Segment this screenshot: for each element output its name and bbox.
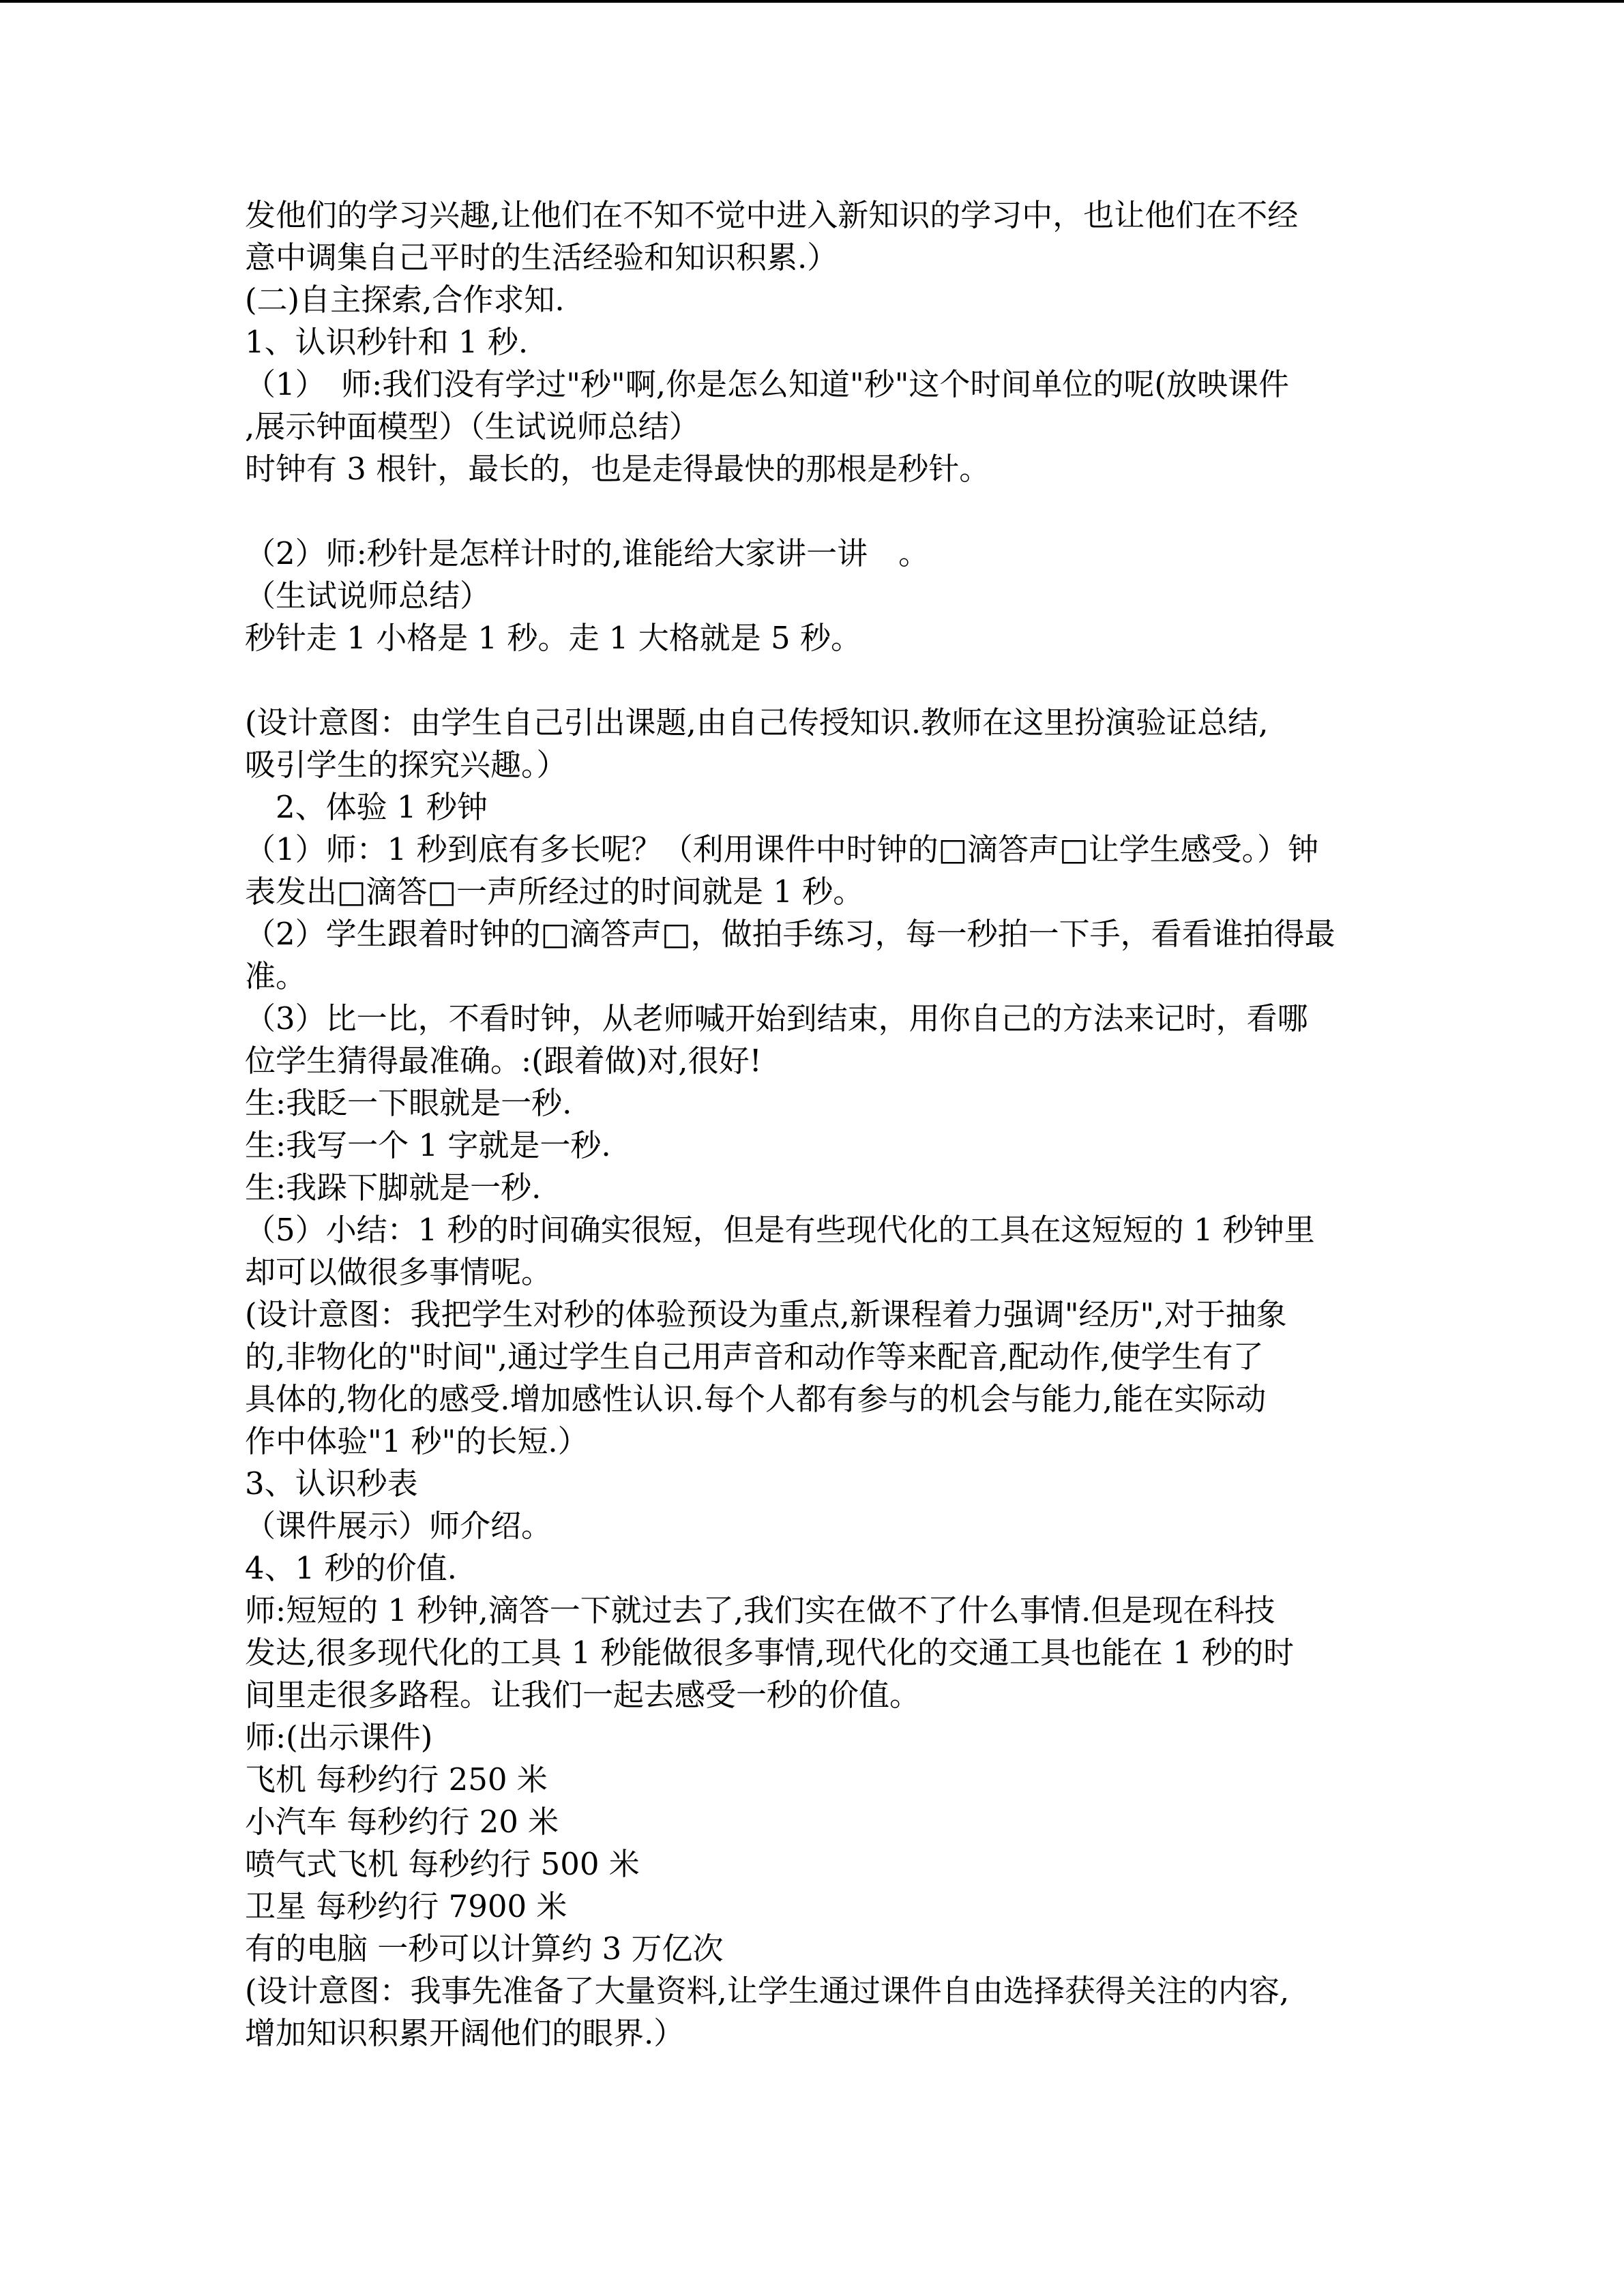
student-response: 生:我跺下脚就是一秒. [245,1169,542,1206]
design-intent-note: 增加知识积累开阔他们的眼界.） [245,2015,685,2051]
design-intent-note: (设计意图：我把学生对秒的体验预设为重点,新课程着力强调"经历",对于抽象 [245,1296,1287,1332]
text-line: （生试说师总结） [245,578,491,614]
design-intent-note: 的,非物化的"时间",通过学生自己用声音和动作等来配音,配动作,使学生有了 [245,1339,1264,1375]
blank-line [245,490,1404,533]
text-line: 准。 [245,958,307,994]
design-intent-note: 具体的,物化的感受.增加感性认识.每个人都有参与的机会与能力,能在实际动 [245,1381,1267,1417]
student-response: 生:我眨一下眼就是一秒. [245,1085,572,1121]
text-line: （2）学生跟着时钟的□滴答声□，做拍手练习，每一秒拍一下手，看看谁拍得最 [245,916,1335,952]
text-line: 却可以做很多事情呢。 [245,1254,552,1290]
text-line: 位学生猜得最准确。:(跟着做)对,很好! [245,1043,762,1079]
document-body [245,194,1404,2055]
speed-list-item: 有的电脑 一秒可以计算约 3 万亿次 [245,1930,724,1967]
subsection-heading: 3、认识秒表 [245,1465,418,1502]
student-response: 生:我写一个 1 字就是一秒. [245,1127,611,1163]
text-line: （2）师:秒针是怎样计时的,谁能给大家讲一讲 。 [245,535,930,571]
text-line: （1） 师:我们没有学过"秒"啊,你是怎么知道"秒"这个时间单位的呢(放映课件 [245,366,1289,402]
speed-list-item: 卫星 每秒约行 7900 米 [245,1888,567,1924]
text-line: （课件展示）师介绍。 [245,1508,552,1544]
section-heading: (二)自主探索,合作求知. [245,282,565,318]
design-intent-note: (设计意图：由学生自己引出课题,由自己传授知识.教师在这里扮演验证总结, [245,704,1269,741]
text-line: 秒针走 1 小格是 1 秒。走 1 大格就是 5 秒。 [245,620,861,656]
speed-list-item: 飞机 每秒约行 250 米 [245,1761,548,1798]
text-line: 发达,很多现代化的工具 1 秒能做很多事情,现代化的交通工具也能在 1 秒的时 [245,1635,1295,1671]
subsection-heading: 4、1 秒的价值. [245,1550,457,1586]
text-line: （3）比一比，不看时钟，从老师喊开始到结束，用你自己的方法来记时，看哪 [245,1000,1308,1037]
text-line: （5）小结：1 秒的时间确实很短，但是有些现代化的工具在这短短的 1 秒钟里 [245,1212,1315,1248]
top-border-rule [0,0,1624,3]
design-intent-note: 作中体验"1 秒"的长短.） [245,1423,589,1459]
subsection-heading: 1、认识秒针和 1 秒. [245,324,529,360]
text-line: 间里走很多路程。让我们一起去感受一秒的价值。 [245,1677,921,1713]
text-line: 意中调集自己平时的生活经验和知识积累.） [245,239,838,275]
text-line: 师:(出示课件) [245,1719,433,1755]
speed-list-item: 喷气式飞机 每秒约行 500 米 [245,1846,640,1882]
text-line: 表发出□滴答□一声所经过的时间就是 1 秒。 [245,874,864,910]
text-line: 发他们的学习兴趣,让他们在不知不觉中进入新知识的学习中，也让他们在不经 [245,197,1299,233]
text-line: 时钟有 3 根针，最长的，也是走得最快的那根是秒针。 [245,451,990,487]
blank-line [245,659,1404,702]
speed-list-item: 小汽车 每秒约行 20 米 [245,1804,559,1840]
design-intent-note: 吸引学生的探究兴趣。） [245,747,567,783]
text-line: （1）师：1 秒到底有多长呢？（利用课件中时钟的□滴答声□让学生感受。）钟 [245,831,1319,867]
subsection-heading: 2、体验 1 秒钟 [245,789,488,825]
text-line: ,展示钟面模型）（生试说师总结） [245,408,700,445]
design-intent-note: (设计意图：我事先准备了大量资料,让学生通过课件自由选择获得关注的内容, [245,1973,1290,2009]
text-line: 师:短短的 1 秒钟,滴答一下就过去了,我们实在做不了什么事情.但是现在科技 [245,1592,1275,1628]
